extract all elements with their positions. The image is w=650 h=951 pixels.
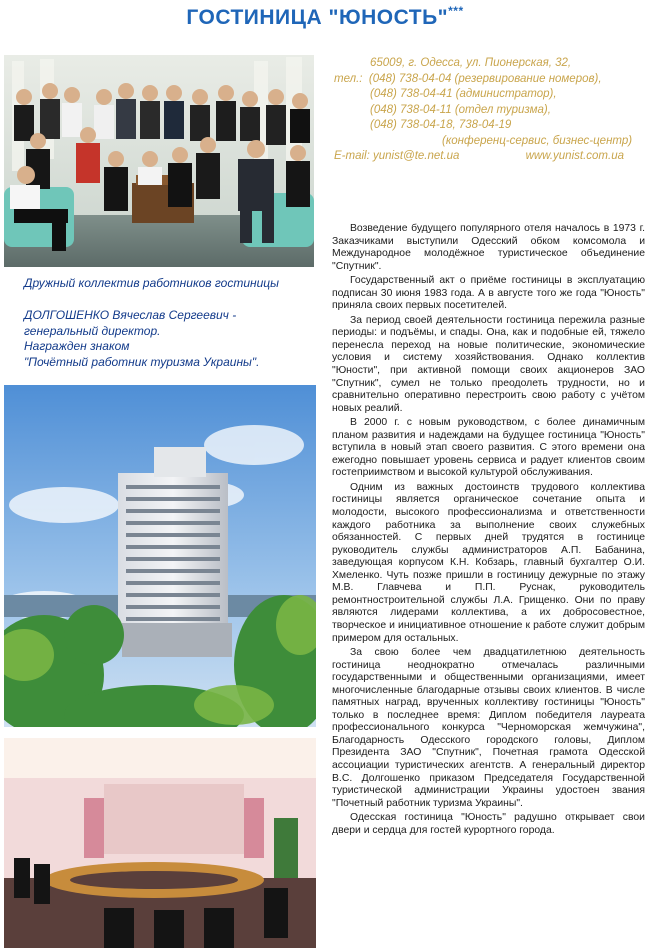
article-paragraph: За период своей деятельности гостиница пережила разные периоды: и подъёмы, и спады. Она, как и подобные ей, тяжело перенесла переход на новые политические, экономические условия и систему хозяйствования. Однако коллектив "Юности", при активной помощи своих акционеров ЗАО "Спутник", сумел не только преодолеть трудности, но и сравнительно оперативно перестроить свою работу с учётом новых реалий. [332,314,645,414]
phone-line-1 [334,72,634,88]
hotel-building-photo [4,385,316,727]
phone-reservations: (048) 738-04-04 (резервирование номеров), [368,72,602,85]
director-caption [24,308,314,370]
director-award-title: "Почётный работник туризма Украины". [24,354,260,369]
article-paragraph: Государственный акт о приёме гостиницы в эксплуатацию подписан 30 июня 1983 года. А в августе того же года "Юность" приняла своих первых посетителей. [332,275,645,312]
team-caption: Дружный коллектив работников гостиницы [24,276,279,290]
phone-administrator: (048) 738-04-41 (администратор), [370,88,557,100]
star-rating: *** [448,4,464,18]
conference-hall-photo [4,738,316,948]
address: 65009, г. Одесса, ул. Пионерская, 32, [370,57,572,69]
article-paragraph: За свою более чем двадцатилетнюю деятельность гостиница неоднократно отмечалась различными государственными и общественными организациями, имеет многочисленные благодарные отзывы своих клиентов. В числе памятных наград, врученных коллективу гостиницы "Юность" только в последнее время: Диплом победителя лауреата профессионального конкурса "Черноморская жемчужина", Благодарность Одесского городского головы, Диплом Президента ЗАО "Спутник", Почетная грамота Одесской ассоциации туристических агентств. А генеральный директор В.С. Долгошенко приказом Председателя Государственной туристической администрации Украины удостоен звания "Почетный работник туризма Украины". [332,647,645,809]
director-position: генеральный директор. [24,323,161,338]
email-row [334,149,624,165]
page-title [0,6,650,30]
team-photo [4,55,314,267]
director-award-line: Награжден знаком [24,339,130,353]
article-paragraph: Одним из важных достоинств трудового коллектива гостиницы является органическое сочетание опыта и молодости, высокого профессионализма и ответственности каждого работника за выполнение своих служебных обязанностей. С первых дней трудятся в гостинице руководитель службы администраторов А.П. Бабанина, заведующая корпусом К.Н. Кобзарь, главный бухгалтер О.И. Хмеленко. Чуть позже пришли в гостиницу дежурные по этажу М.В. Главчева и П.П. Руснак, руководитель ремонтностроительной службы Л.А. Грищенко. Они по праву являются лидерами коллектива, а их добросовестное, творческое и инициативное отношение к работе служит добрым примером для остальных. [332,481,645,644]
phone-conference: (048) 738-04-18, 738-04-19 [370,119,512,131]
article-paragraph: В 2000 г. с новым руководством, с более динамичным планом развития и надеждами на будущее гостиница "Юность" вступила в новый этап своего развития. С этого времени она ежегодно повышает уровень сервиса и радует клиентов своим гостеприимством и высокой культурой обслуживания. [332,417,645,479]
email-link[interactable]: E-mail: yunist@te.net.ua [334,150,460,162]
phone-conference-note: (конференц-сервис, бизнес-центр) [442,134,633,147]
website-link[interactable]: www.yunist.com.ua [525,150,624,162]
article-text [332,223,645,839]
article-paragraph: Возведение будущего популярного отеля началось в 1973 г. Заказчиками выступили Одесский обком комсомола и Международное молодёжное туристическое объединение "Спутник". [332,223,645,272]
article-paragraph: Одесская гостиница "Юность" радушно открывает свои двери и сердца для гостей курортного города. [332,812,645,836]
contact-block [334,56,634,165]
director-name: ДОЛГОШЕНКО Вячеслав Сергеевич - [24,308,237,322]
title-text: ГОСТИНИЦА "ЮНОСТЬ" [186,6,449,29]
phone-label: тел.: [334,72,363,85]
phone-tourism: (048) 738-04-11 (отдел туризма), [370,103,551,116]
